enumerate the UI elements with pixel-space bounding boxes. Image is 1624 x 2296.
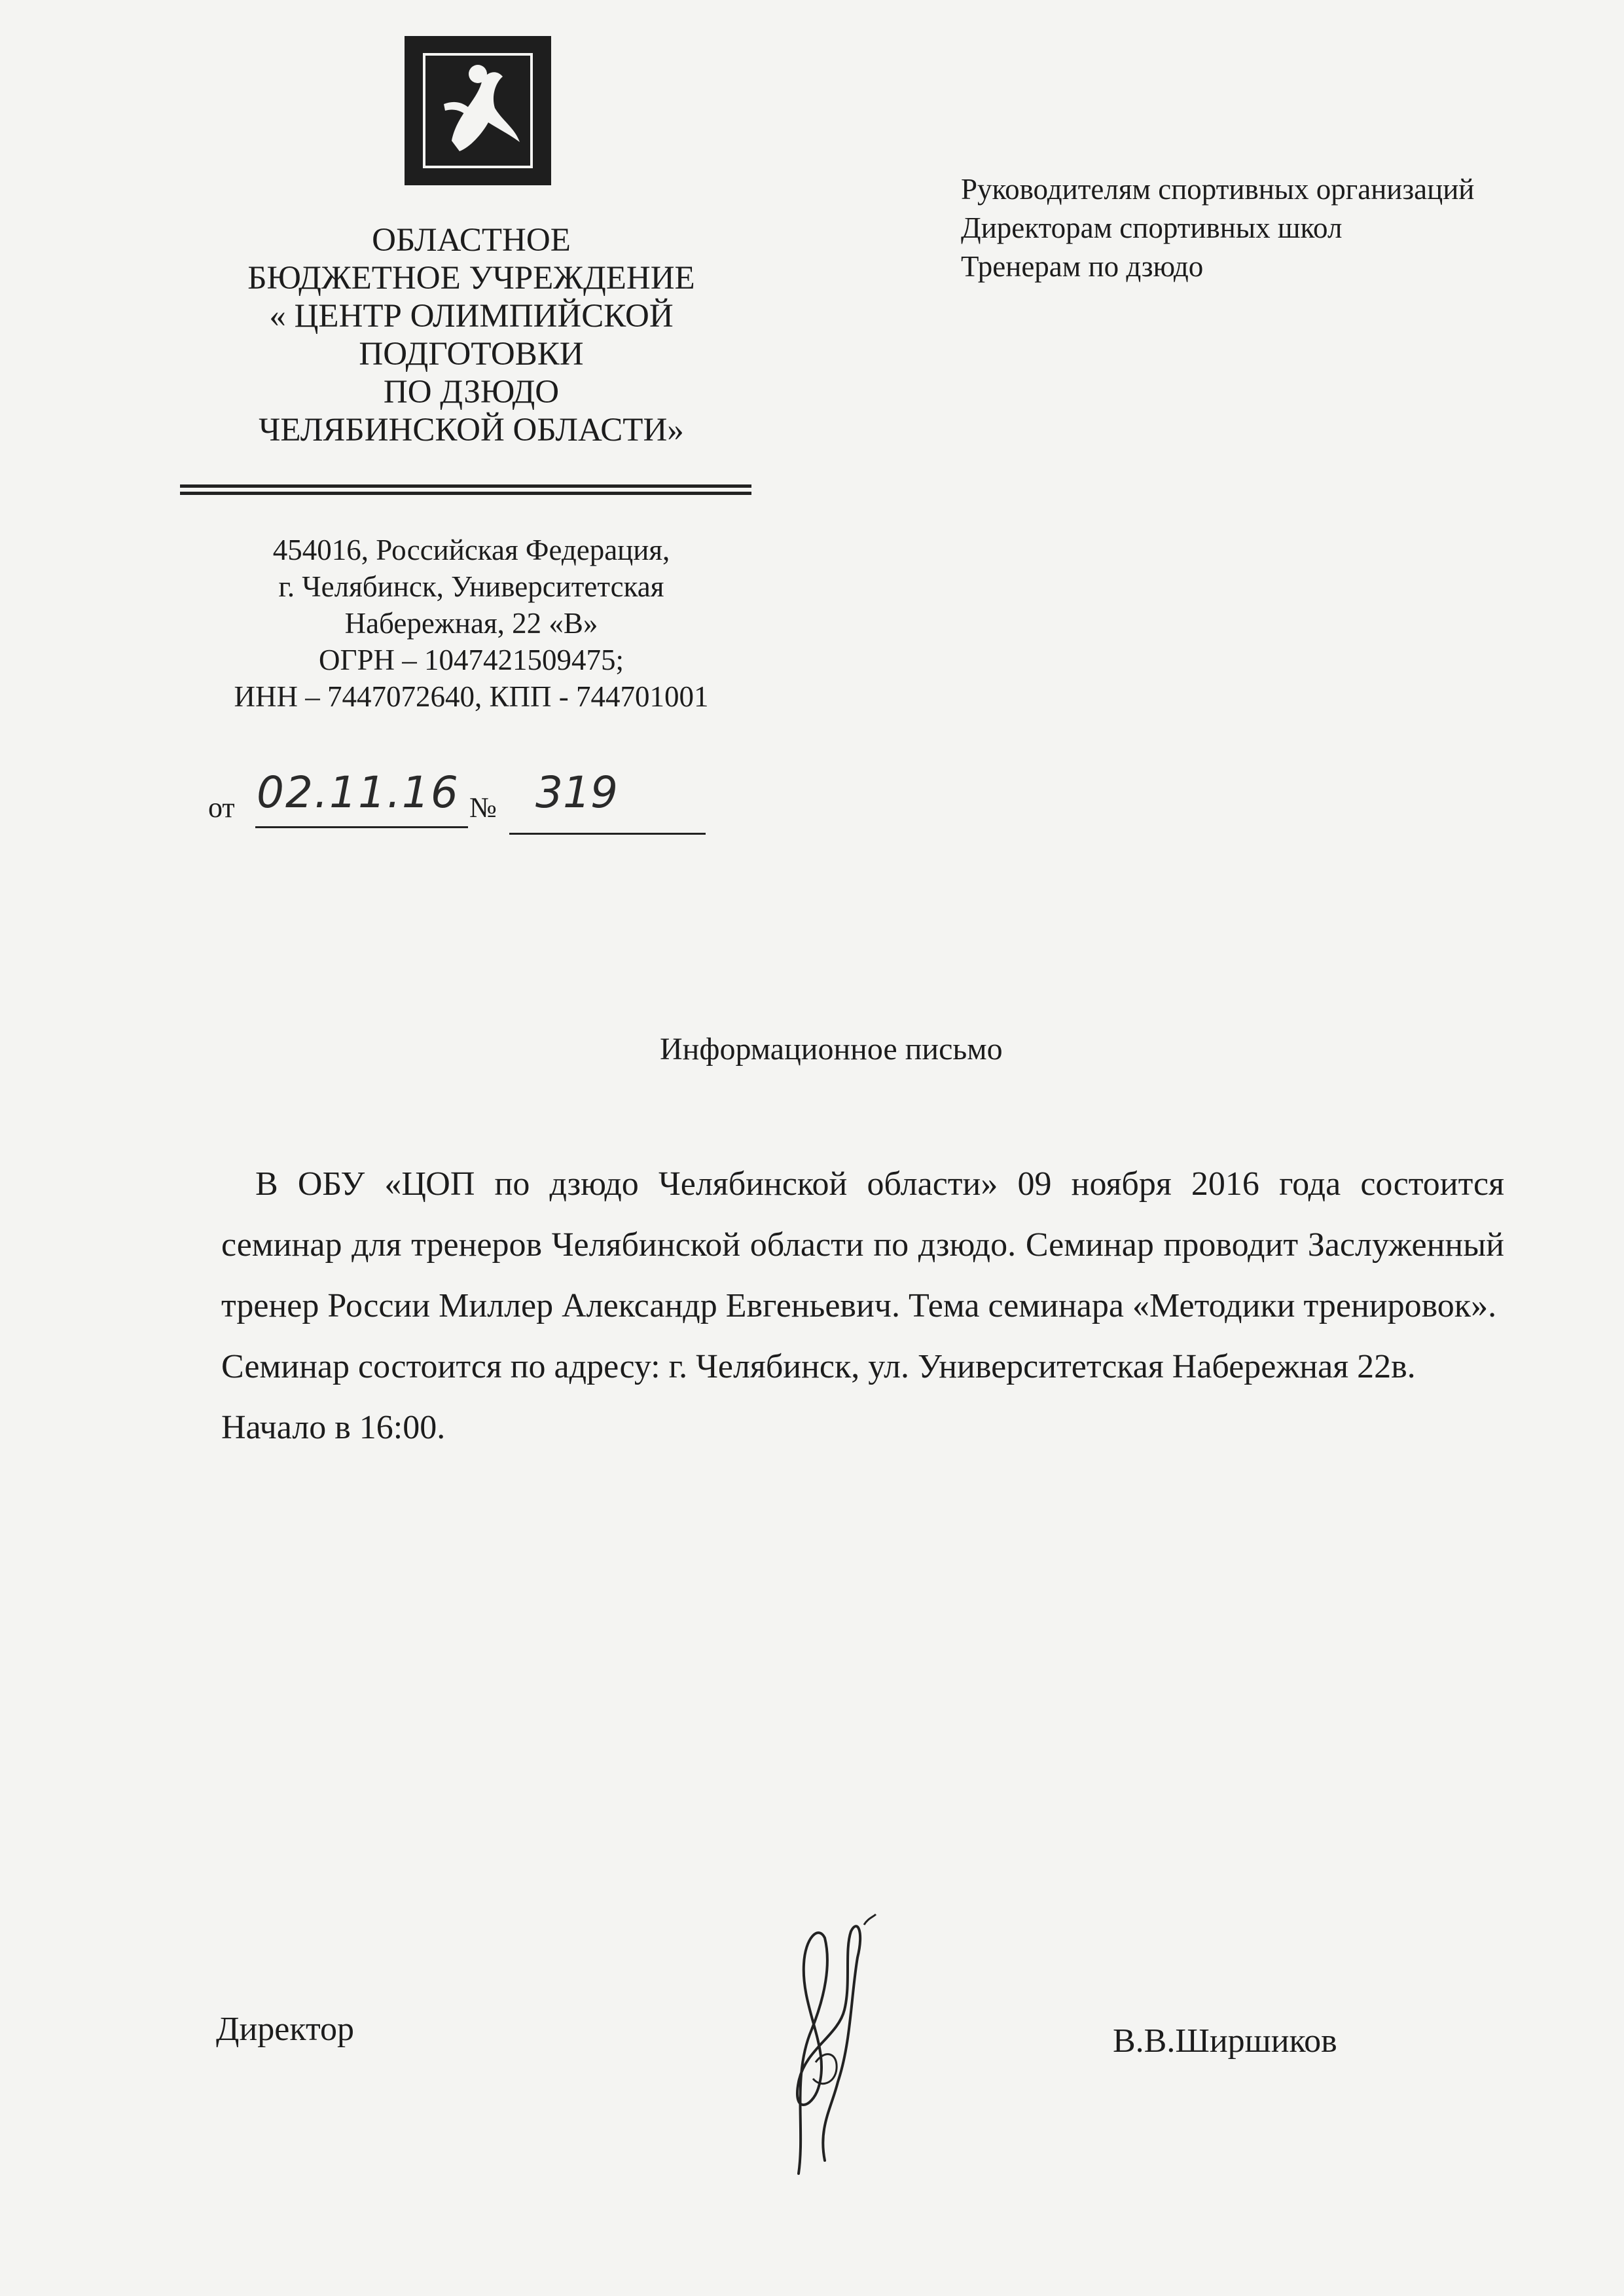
address-line: г. Челябинск, Университетская [278, 570, 664, 603]
address-line: ОГРН – 1047421509475; [318, 644, 624, 676]
organization-name [167, 221, 776, 449]
letter-body [221, 1154, 1504, 1458]
recipient-line: Тренерам по дзюдо [961, 250, 1204, 283]
handwritten-date: 02.11.16 [257, 767, 460, 818]
organization-line: ОБЛАСТНОЕ [372, 222, 571, 259]
signer-role: Директор [216, 2011, 354, 2048]
organization-line: ПОДГОТОВКИ [359, 336, 584, 373]
organization-address [167, 532, 776, 715]
address-line: ИНН – 7447072640, КПП - 744701001 [234, 680, 709, 713]
address-line: Набережная, 22 «В» [344, 607, 598, 640]
date-label: от [208, 792, 235, 824]
organization-logo [405, 36, 551, 185]
signature-icon [753, 1912, 910, 2187]
organization-line: БЮДЖЕТНОЕ УЧРЕЖДЕНИЕ [247, 260, 695, 297]
organization-line: « ЦЕНТР ОЛИМПИЙСКОЙ [269, 298, 674, 335]
body-paragraph: В ОБУ «ЦОП по дзюдо Челябинской области» 09 ноября 2016 года состоится семинар для тренеров Челябинской области по дзюдо. Семинар проводит Заслуженный тренер России Миллер Александр Евгеньевич. Тема семинара «Методики тренировок». [221, 1165, 1504, 1324]
judo-logo-icon [405, 36, 551, 185]
recipients [961, 170, 1474, 286]
recipient-line: Директорам спортивных школ [961, 211, 1343, 244]
address-line: 454016, Российская Федерация, [272, 534, 670, 566]
organization-line: ПО ДЗЮДО [383, 374, 560, 410]
date-underline [255, 826, 468, 828]
body-paragraph: Семинар состоится по адресу: г. Челябинск, ул. Университетская Набережная 22в. [221, 1348, 1416, 1385]
letter-title: Информационное письмо [660, 1032, 1003, 1066]
organization-line: ЧЕЛЯБИНСКОЙ ОБЛАСТИ» [259, 412, 684, 448]
number-label: № [469, 792, 497, 824]
handwritten-number: 319 [535, 767, 618, 818]
signer-name: В.В.Ширшиков [1113, 2022, 1337, 2060]
body-paragraph: Начало в 16:00. [221, 1409, 446, 1446]
number-underline [509, 833, 706, 835]
header-divider [180, 484, 751, 496]
recipient-line: Руководителям спортивных организаций [961, 173, 1475, 206]
